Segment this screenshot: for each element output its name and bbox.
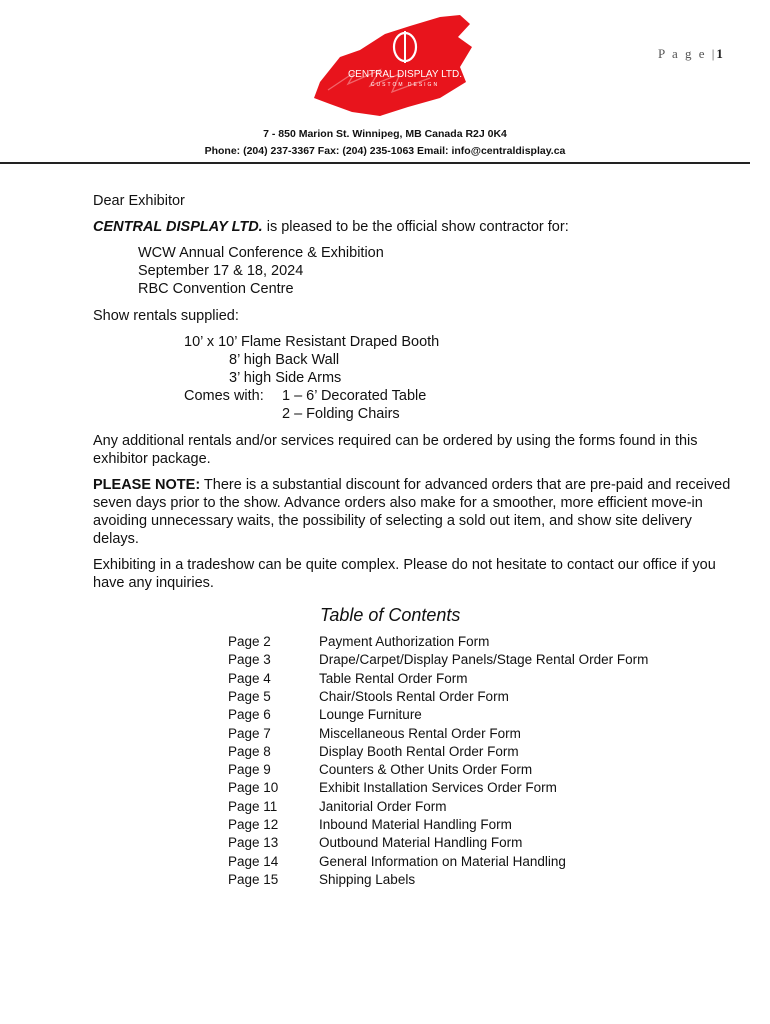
toc-entry-title: Counters & Other Units Order Form (319, 762, 533, 778)
toc-entry-title: Table Rental Order Form (319, 670, 468, 686)
closing-paragraph: Exhibiting in a tradeshow can be quite complex. Please do not hesitate to contact our office if you have any inquiries. (93, 557, 716, 591)
toc-entry-title: Payment Authorization Form (319, 634, 490, 649)
toc-entry-title: Shipping Labels (319, 871, 416, 887)
toc-page-number: Page 11 (228, 798, 278, 814)
event-name: WCW Annual Conference & Exhibition (138, 245, 384, 261)
additional-rentals-paragraph: Any additional rentals and/or services required can be ordered by using the forms found in this exhibitor package. (93, 433, 698, 467)
page-indicator: P a g e |1 (658, 46, 723, 61)
rental-booth: 10’ x 10’ Flame Resistant Draped Booth (184, 334, 440, 350)
toc-page-number: Page 13 (228, 835, 279, 851)
toc-page-number: Page 9 (228, 762, 271, 778)
toc-entry-title: Inbound Material Handling Form (319, 817, 512, 832)
please-note-paragraph: PLEASE NOTE: There is a substantial discount for advanced orders that are pre-paid and received seven days prior to the show. Advance orders also make for a smoother, more efficient move-in avoiding unnecessary waits, the possibility of selecting a sold out item, and show site delivery delays. (93, 477, 731, 547)
page-number: 1 (716, 46, 723, 61)
intro-line: CENTRAL DISPLAY LTD. is pleased to be the official show contractor for: (93, 219, 569, 235)
greeting: Dear Exhibitor (93, 193, 185, 209)
toc-page-number: Page 5 (228, 688, 271, 704)
toc-entry-title: Janitorial Order Form (319, 798, 447, 814)
toc-page-number: Page 10 (228, 780, 279, 796)
toc-entry-title: General Information on Material Handling (319, 853, 566, 869)
comes-with-label: Comes with: (184, 388, 264, 404)
event-dates: September 17 & 18, 2024 (138, 263, 304, 279)
company-address: 7 - 850 Marion St. Winnipeg, MB Canada R2J 0K4 (263, 128, 507, 140)
company-name: CENTRAL DISPLAY LTD. (93, 219, 263, 235)
rental-chairs: 2 – Folding Chairs (282, 406, 400, 422)
rental-table: 1 – 6’ Decorated Table (282, 388, 427, 404)
toc-page-number: Page 7 (228, 725, 271, 741)
toc-title: Table of Contents (320, 605, 461, 625)
toc-page-number: Page 8 (228, 743, 271, 759)
please-note-label: PLEASE NOTE: (93, 477, 201, 493)
toc-page-number: Page 4 (228, 670, 271, 686)
toc-page-number: Page 14 (228, 853, 279, 869)
toc-page-number: Page 3 (228, 652, 271, 668)
svg-text:CENTRAL DISPLAY LTD.: CENTRAL DISPLAY LTD. (347, 69, 463, 80)
toc-entry-title: Drape/Carpet/Display Panels/Stage Rental Order Form (319, 652, 649, 668)
toc-entry-title: Miscellaneous Rental Order Form (319, 725, 521, 741)
toc-entry-title: Outbound Material Handling Form (319, 835, 523, 851)
toc-entry-title: Exhibit Installation Services Order Form (319, 780, 557, 796)
rentals-heading: Show rentals supplied: (93, 308, 239, 324)
toc-page-number: Page 12 (228, 817, 279, 832)
central-display-logo (300, 12, 480, 120)
toc-page-number: Page 15 (228, 871, 279, 887)
rental-back-wall: 8’ high Back Wall (229, 352, 340, 368)
company-contact: Phone: (204) 237-3367 Fax: (204) 235-1063 Email: info@centraldisplay.ca (204, 145, 566, 157)
rental-side-arms: 3’ high Side Arms (229, 370, 342, 386)
toc-entry-title: Display Booth Rental Order Form (319, 743, 519, 759)
header-divider (0, 162, 750, 164)
event-venue: RBC Convention Centre (138, 281, 294, 297)
toc-entry-title: Chair/Stools Rental Order Form (319, 688, 509, 704)
toc-page-number: Page 2 (228, 634, 271, 649)
svg-text:CUSTOM DESIGN: CUSTOM DESIGN (370, 82, 440, 88)
toc-entry-title: Lounge Furniture (319, 707, 422, 723)
toc-page-number: Page 6 (228, 707, 271, 723)
